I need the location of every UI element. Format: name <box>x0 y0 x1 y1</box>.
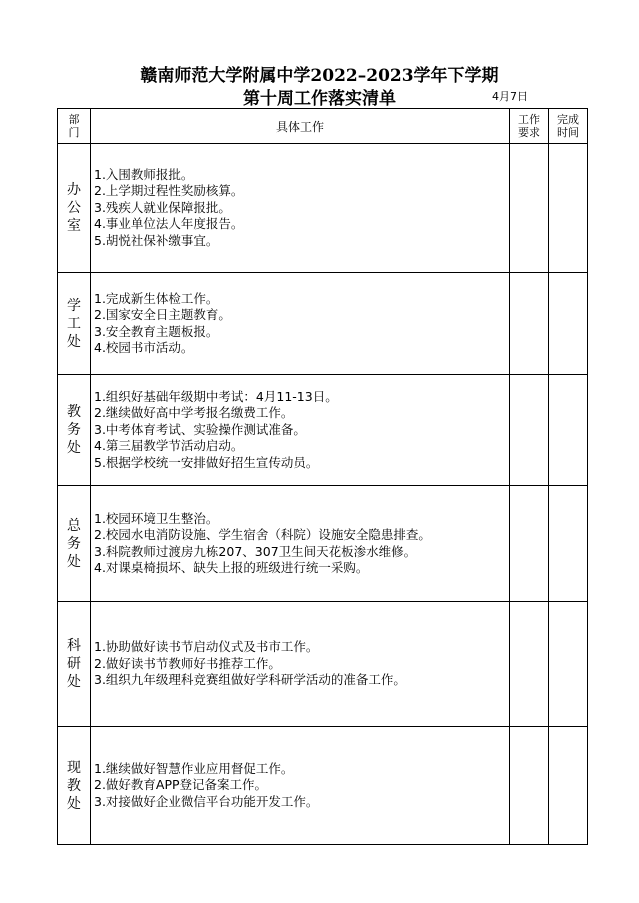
work-checklist-table <box>57 108 588 845</box>
work-item: 1.完成新生体检工作。 <box>94 290 219 306</box>
completion-cell <box>549 375 588 486</box>
work-item: 3.科院教师过渡房九栋207、307卫生间天花板渗水维修。 <box>94 543 417 559</box>
work-item: 4.第三届教学节活动启动。 <box>94 438 244 454</box>
dept-cell: 学工处 <box>58 273 91 375</box>
work-item: 2.做好读书节教师好书推荐工作。 <box>94 655 281 671</box>
dept-cell: 科研处 <box>58 602 91 727</box>
work-item: 2.国家安全日主题教育。 <box>94 307 231 322</box>
requirement-cell <box>510 602 549 727</box>
table-row-modern-education <box>58 727 588 845</box>
header-work: 具体工作 <box>91 109 510 144</box>
work-cell <box>91 486 510 602</box>
work-item: 2.校园水电消防设施、学生宿舍（科院）设施安全隐患排查。 <box>94 527 431 542</box>
work-item: 4.对课桌椅损坏、缺失上报的班级进行统一采购。 <box>94 560 369 575</box>
header-completion: 完成时间 <box>549 109 588 144</box>
table-row-academic-affairs <box>58 375 588 486</box>
completion-cell <box>549 486 588 602</box>
work-cell <box>91 375 510 486</box>
work-item: 2.上学期过程性奖励核算。 <box>94 183 244 199</box>
requirement-cell <box>510 144 549 273</box>
table-row-student-affairs <box>58 273 588 375</box>
header-dept: 部门 <box>58 109 91 144</box>
dept-cell: 教务处 <box>58 375 91 486</box>
table-row-general-affairs <box>58 486 588 602</box>
table-row-research <box>58 602 588 727</box>
document-date: 4月7日 <box>492 90 528 103</box>
requirement-cell <box>510 486 549 602</box>
work-cell <box>91 602 510 727</box>
work-item: 2.做好教育APP登记备案工作。 <box>94 777 268 793</box>
work-item: 1.校园环境卫生整治。 <box>94 510 219 526</box>
work-cell <box>91 144 510 273</box>
requirement-cell <box>510 273 549 375</box>
work-item: 3.对接做好企业微信平台功能开发工作。 <box>94 793 319 809</box>
work-item: 1.协助做好读书节启动仪式及书市工作。 <box>94 639 319 655</box>
work-item: 1.继续做好智慧作业应用督促工作。 <box>94 760 294 776</box>
requirement-cell <box>510 727 549 845</box>
work-item: 4.校园书市活动。 <box>94 340 194 355</box>
work-item: 1.入围教师报批。 <box>94 166 194 182</box>
work-item: 3.组织九年级理科竞赛组做好学科研学活动的准备工作。 <box>94 672 406 688</box>
requirement-cell <box>510 375 549 486</box>
work-item: 3.中考体育考试、实验操作测试准备。 <box>94 421 306 437</box>
table-row-office <box>58 144 588 273</box>
header-requirement: 工作要求 <box>510 109 549 144</box>
dept-cell: 总务处 <box>58 486 91 602</box>
completion-cell <box>549 602 588 727</box>
dept-cell: 现教处 <box>58 727 91 845</box>
work-item: 3.安全教育主题板报。 <box>94 323 219 339</box>
work-item: 1.组织好基础年级期中考试：4月11-13日。 <box>94 388 338 404</box>
dept-cell: 办公室 <box>58 144 91 273</box>
document-title-line1: 赣南师范大学附属中学2022–2023学年下学期 <box>140 66 499 86</box>
table-header-row <box>58 109 588 144</box>
work-item: 2.继续做好高中学考报名缴费工作。 <box>94 405 294 421</box>
completion-cell <box>549 273 588 375</box>
work-item: 4.事业单位法人年度报告。 <box>94 216 244 232</box>
work-item: 5.根据学校统一安排做好招生宣传动员。 <box>94 454 319 470</box>
work-item: 5.胡悦社保补缴事宜。 <box>94 232 219 248</box>
work-cell <box>91 727 510 845</box>
work-item: 3.残疾人就业保障报批。 <box>94 199 231 215</box>
completion-cell <box>549 144 588 273</box>
work-cell <box>91 273 510 375</box>
document-title-line2: 第十周工作落实清单 <box>243 89 396 109</box>
completion-cell <box>549 727 588 845</box>
